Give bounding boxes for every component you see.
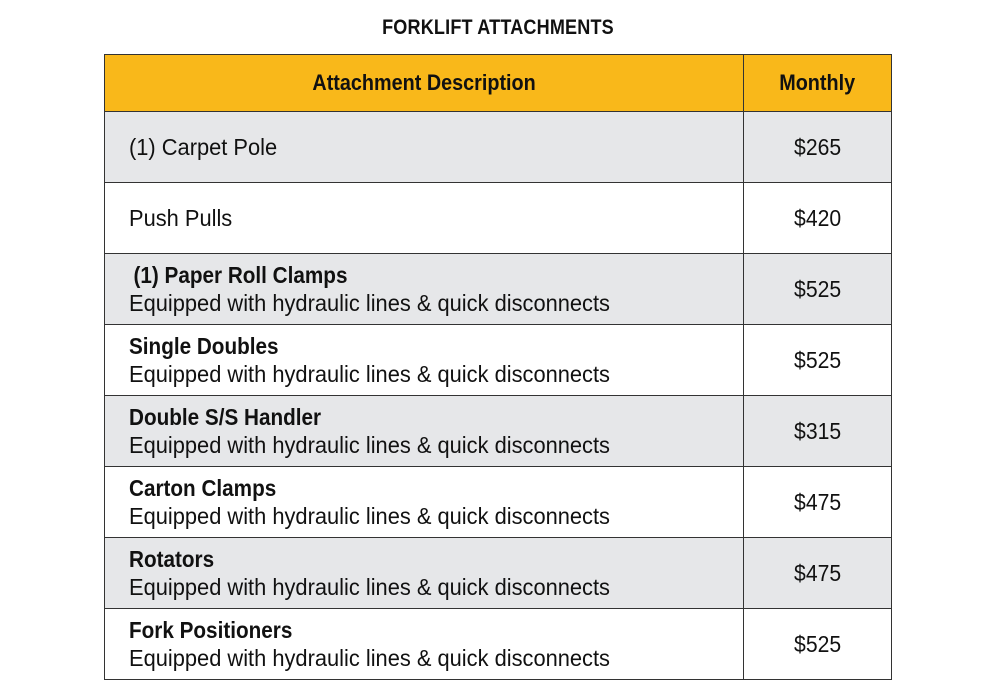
attachments-table [104,54,892,680]
description-cell [105,396,744,466]
header-description-cell [105,55,744,111]
price-cell [744,538,891,608]
header-price-cell [744,55,891,111]
price-cell [744,396,891,466]
table-row [105,324,891,395]
price-cell [744,254,891,324]
price-cell [744,467,891,537]
attachment-subtitle: Equipped with hydraulic lines & quick disconnects [129,290,610,316]
table-row [105,182,891,253]
monthly-price: $265 [793,133,842,160]
price-cell [744,609,891,679]
price-cell [744,183,891,253]
table-row [105,466,891,537]
page-title: FORKLIFT ATTACHMENTS [382,16,614,39]
attachment-subtitle: Equipped with hydraulic lines & quick disconnects [129,574,610,600]
attachment-name: Carton Clamps [129,475,277,501]
description-cell [105,538,744,608]
attachment-subtitle: Equipped with hydraulic lines & quick disconnects [129,432,610,458]
monthly-price: $315 [793,417,842,444]
table-row [105,608,891,679]
monthly-price: $525 [793,346,842,373]
table-header-row [105,55,891,111]
attachment-name: (1) Paper Roll Clamps [133,262,348,288]
attachment-name: Rotators [129,546,215,572]
table-row [105,253,891,324]
description-cell [105,467,744,537]
description-cell [105,609,744,679]
table-row [105,111,891,182]
price-cell [744,325,891,395]
monthly-price: $420 [793,204,842,231]
attachment-name: Double S/S Handler [129,404,322,430]
table-row [105,537,891,608]
header-description-label: Attachment Description [312,70,536,95]
attachment-name: (1) Carpet Pole [129,134,278,160]
description-cell [105,112,744,182]
table-row [105,395,891,466]
attachment-subtitle: Equipped with hydraulic lines & quick disconnects [129,503,610,529]
monthly-price: $525 [793,275,842,302]
attachment-name: Push Pulls [129,205,233,231]
description-cell [105,183,744,253]
header-price-label: Monthly [779,70,856,95]
monthly-price: $475 [793,559,842,586]
attachment-subtitle: Equipped with hydraulic lines & quick disconnects [129,645,610,671]
description-cell [105,325,744,395]
monthly-price: $525 [793,630,842,657]
attachment-subtitle: Equipped with hydraulic lines & quick disconnects [129,361,610,387]
price-cell [744,112,891,182]
attachment-name: Fork Positioners [129,617,293,643]
attachment-name: Single Doubles [129,333,279,359]
monthly-price: $475 [793,488,842,515]
description-cell [105,254,744,324]
